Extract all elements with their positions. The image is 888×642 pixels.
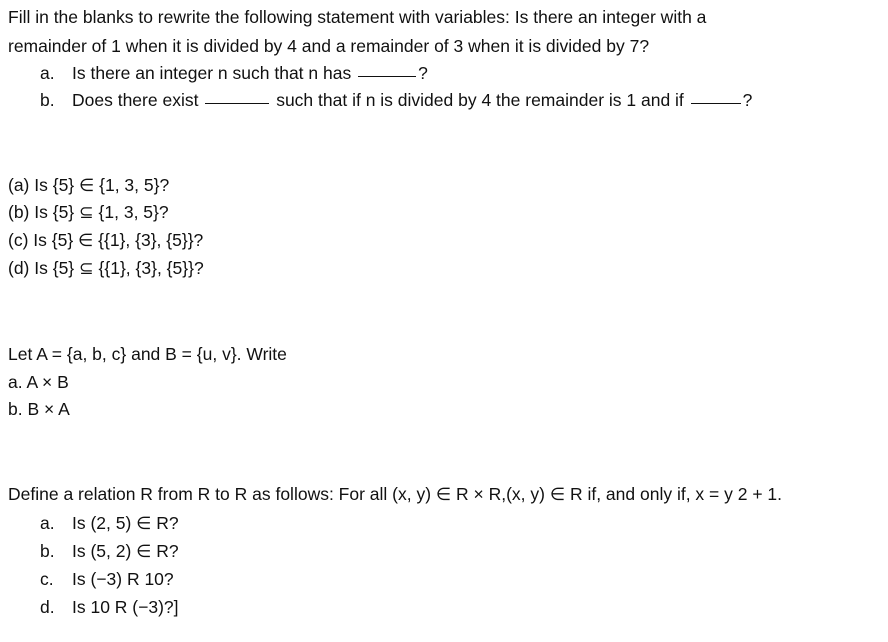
q4-item-b-text: Is (5, 2) ∈ R?: [72, 541, 179, 561]
q4-item-c-marker: c.: [40, 569, 54, 589]
q1-item-b-text: Does there exist: [72, 90, 199, 110]
fill-blank[interactable]: [691, 102, 741, 104]
q4-item-a-marker: a.: [40, 513, 55, 533]
q2-item-c: (c) Is {5} ∈ {{1}, {3}, {5}}?: [8, 230, 204, 250]
q4-item-d: [40, 596, 179, 618]
q4-item-a-text: Is (2, 5) ∈ R?: [72, 513, 179, 533]
q1-item-a: [40, 62, 428, 84]
q4-item-c-text: Is (−3) R 10?: [72, 569, 174, 589]
q4-item-b-marker: b.: [40, 541, 55, 561]
q4-item-c: [40, 568, 174, 590]
q1-item-b: [40, 89, 752, 111]
q1-item-a-marker: a.: [40, 63, 55, 83]
q4-item-a: [40, 512, 179, 534]
q3-intro: Let A = {a, b, c} and B = {u, v}. Write: [8, 344, 287, 364]
q1-item-a-end: ?: [418, 63, 428, 83]
q1-item-b-marker: b.: [40, 90, 55, 110]
q1-item-b-end: ?: [742, 90, 753, 110]
q3-item-a: a. A × B: [8, 372, 69, 392]
q2-item-a: (a) Is {5} ∈ {1, 3, 5}?: [8, 175, 170, 195]
q1-item-b-mid: such that if n is divided by 4 the remainder is 1 and if: [276, 90, 684, 110]
q4-item-d-text: Is 10 R (−3)?]: [72, 597, 179, 617]
q2-item-d: (d) Is {5} ⊆ {{1}, {3}, {5}}?: [8, 258, 204, 278]
q1-intro-line1: Fill in the blanks to rewrite the following statement with variables: Is there an integer with a: [8, 7, 707, 27]
q1-intro-line2: remainder of 1 when it is divided by 4 and a remainder of 3 when it is divided by 7?: [8, 36, 650, 56]
q4-item-b: [40, 540, 179, 562]
fill-blank[interactable]: [205, 102, 269, 104]
q2-item-b: (b) Is {5} ⊆ {1, 3, 5}?: [8, 202, 169, 222]
fill-blank[interactable]: [358, 75, 416, 77]
q3-item-b: b. B × A: [8, 399, 70, 419]
q4-item-d-marker: d.: [40, 597, 55, 617]
q1-item-a-text: Is there an integer n such that n has: [72, 63, 352, 83]
q4-intro: Define a relation R from R to R as follows: For all (x, y) ∈ R × R,(x, y) ∈ R if, and only if, x = y 2 + 1.: [8, 484, 782, 504]
